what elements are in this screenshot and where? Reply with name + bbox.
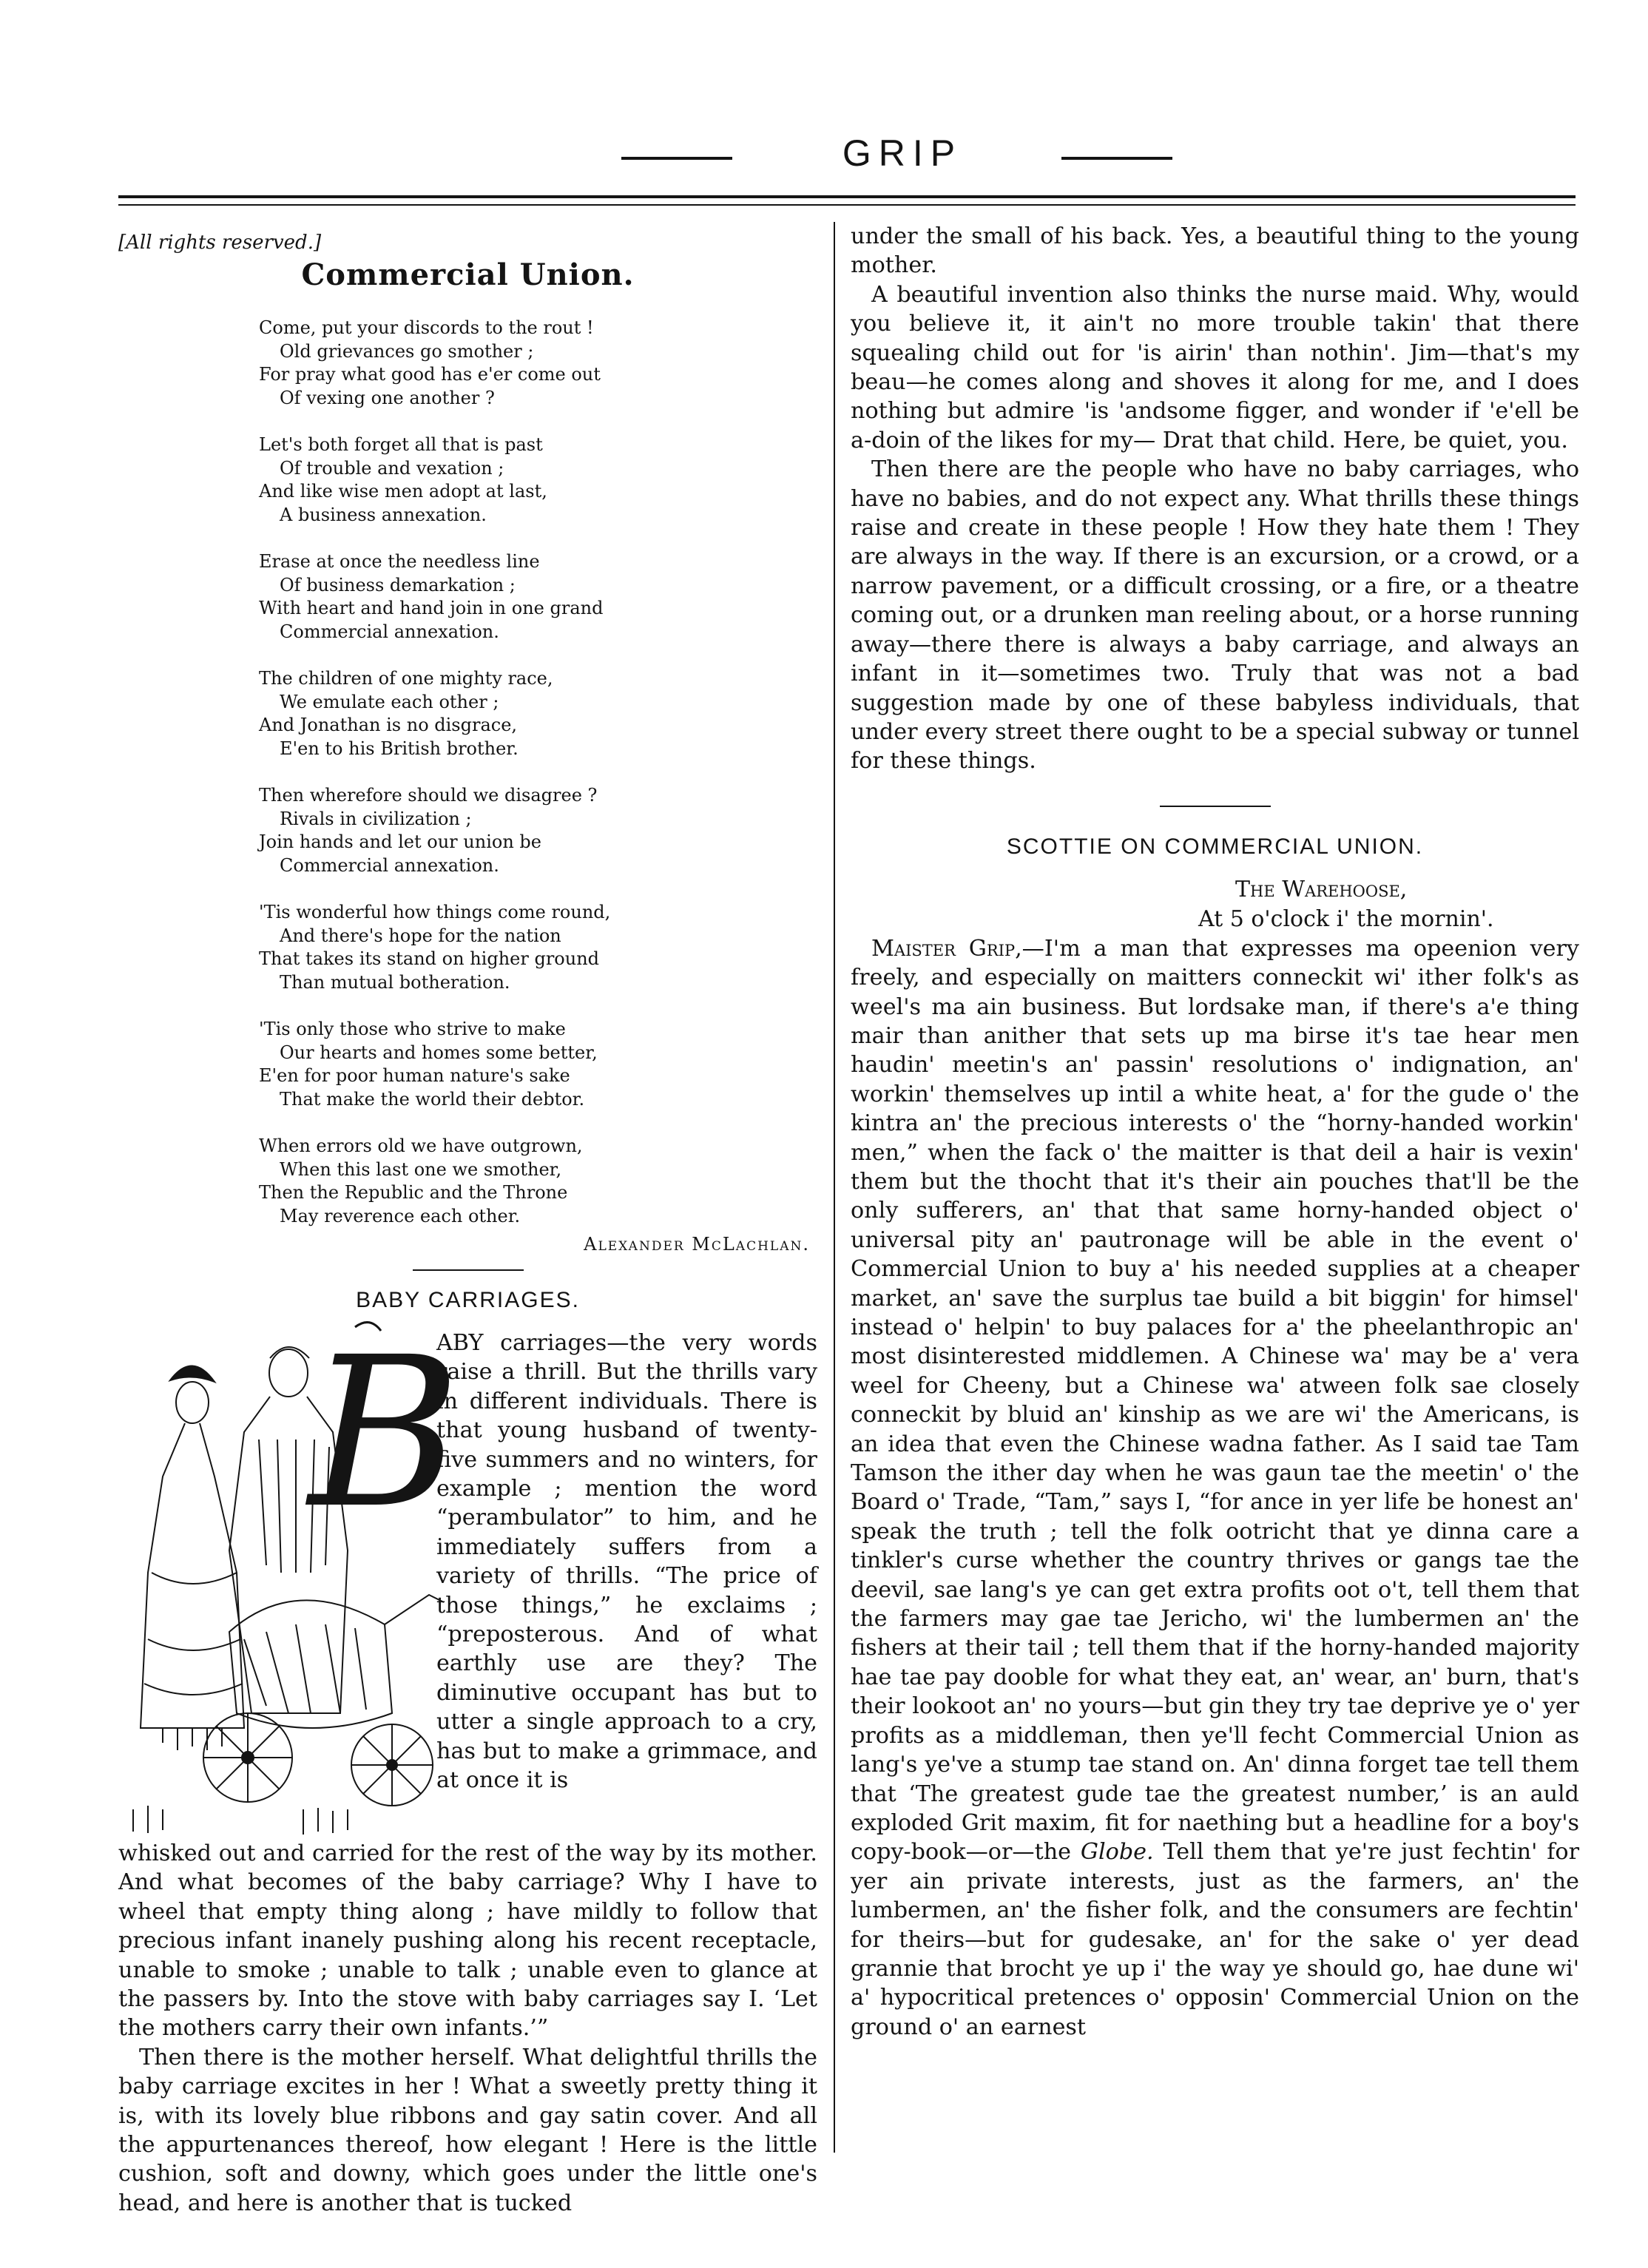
poem-line: Than mutual botheration. <box>280 971 510 993</box>
poem-line: That make the world their debtor. <box>280 1088 585 1110</box>
article-paragraph: ABY carriages—the very words raise a thrill. But the thrills vary in different individuals. There is that young husband of twenty-five summers and no winters, for example ; mention the word “perambulator” to him, and he immediately suffers from a variety of thrills. “The price of those things,” he exclaims ; “preposterous. And of what earthly use are they? The diminutive occupant has but to utter a single approach to a cry, has but to make a grimmace, and at once it is <box>436 1330 817 1794</box>
section-divider <box>1160 806 1271 807</box>
masthead-right-ornament <box>1061 157 1172 160</box>
baby-carriages-intro <box>118 1313 817 1839</box>
poem-stanza <box>259 550 817 644</box>
poem-line: Then wherefore should we disagree ? <box>259 785 598 806</box>
letter-text: Tell them that ye're just fechtin' for yer ain private interests, just as the farmers, an' the lumbermen, an' the fisher folk, and the consumers are fechtin' for theirs—but for gudesake, an' for the sake o' yer dead grannie that brocht ye up i' the way ye should go, hae dune wi' a' hypocritical pretences o' opposin' Commercial Union on the ground o' an earnest <box>851 1839 1580 2040</box>
scottie-letter-body <box>851 934 1579 2042</box>
letter-text-italic: Globe. <box>1080 1839 1154 1866</box>
poem-line: When errors old we have outgrown, <box>259 1135 583 1156</box>
poem-author: Alexander McLachlan. <box>584 1234 810 1255</box>
masthead <box>118 132 1576 183</box>
poem-stanza <box>259 901 817 994</box>
baby-carriages-continued <box>851 222 1579 776</box>
poem-stanza <box>259 317 817 410</box>
header-rule-thin <box>118 204 1576 206</box>
poem-line: E'en to his British brother. <box>280 738 519 759</box>
article-paragraph: Then there is the mother herself. What delightful thrills the baby carriage excites in her ! What a sweetly pretty thing it is, with its lovely blue ribbons and gay satin cover. And all the appurtenances thereof, how elegant ! Here is the little cushion, soft and downy, which goes under the little one's head, and here is another that is tucked <box>118 2044 817 2216</box>
poem-line: Then the Republic and the Throne <box>259 1182 568 1203</box>
poem-line: May reverence each other. <box>280 1205 521 1226</box>
poem-line: A business annexation. <box>280 504 487 525</box>
poem-line: For pray what good has e'er come out <box>259 364 601 385</box>
baby-carriages-body <box>118 1839 817 2218</box>
poem-title: Commercial Union. <box>301 257 635 292</box>
poem-line: We emulate each other ; <box>280 691 499 712</box>
article-paragraph: whisked out and carried for the rest of the way by its mother. And what becomes of the baby carriage? Why I have to wheel that empty thing along ; have mildly to follow that precious infant inanely pushing along his recent receptacle, unable to smoke ; unable to talk ; unable even to glance at the passers by. Into the stove with baby carriages say I. ‘Let the mothers carry their own infants.’” <box>118 1840 817 2042</box>
letter-salutation: Maister Grip, <box>871 935 1022 962</box>
poem-line: Of vexing one another ? <box>280 387 495 408</box>
poem-line: When this last one we smother, <box>280 1158 562 1180</box>
section-divider <box>413 1269 524 1271</box>
poem-line: 'Tis wonderful how things come round, <box>259 902 611 922</box>
masthead-title: GRIP <box>842 132 963 174</box>
masthead-left-ornament <box>621 157 732 160</box>
poem-stanza <box>259 433 817 527</box>
poem-line: Of business demarkation ; <box>280 574 516 595</box>
scottie-headline: SCOTTIE ON COMMERCIAL UNION. <box>1006 834 1424 859</box>
poem-stanza <box>259 1135 817 1228</box>
poem-line: Erase at once the needless line <box>259 551 540 572</box>
poem-line: Commercial annexation. <box>280 854 499 876</box>
article-paragraph: Then there are the people who have no baby carriages, who have no babies, and do not expect any. What thrills these things raise and create in these people ! How they hate them ! They are always in the way. If there is an excursion, or a crowd, or a narrow pavement, or a difficult crossing, or a fire, or a theatre coming out, or a drunken man reeling about, or a horse running away—there there is always a baby carriage, and always an infant in it—sometimes two. Truly that was not a bad suggestion made by one of these babyless individuals, that under every street there ought to be a special subway or tunnel for these things. <box>851 456 1579 774</box>
dropcap-letter: B <box>308 1313 461 1554</box>
poem-line: Commercial annexation. <box>280 621 499 642</box>
poem-line: Our hearts and homes some better, <box>280 1042 598 1063</box>
poem-line: Old grievances go smother ; <box>280 340 534 362</box>
poem-line: E'en for poor human nature's sake <box>259 1065 570 1086</box>
article-paragraph: under the small of his back. Yes, a beautiful thing to the young mother. <box>851 223 1579 279</box>
poem-line: And Jonathan is no disgrace, <box>259 715 518 735</box>
article-paragraph: A beautiful invention also thinks the nurse maid. Why, would you believe it, it ain't no more trouble takin' that there squealing child out for 'is airin' than nothin'. Jim—that's my beau—he comes along and shoves it along for me, and I does nothing but admire 'is 'andsome figger, and wonder if 'e'ell be a-doin of the likes for my— Drat that child. Here, be quiet, you. <box>851 281 1579 453</box>
letter-address-line: The Warehoose, <box>1235 876 1408 902</box>
poem-line: Rivals in civilization ; <box>280 808 472 829</box>
header-rule-thick <box>118 195 1576 198</box>
left-column <box>118 222 817 2216</box>
baby-carriages-headline: BABY CARRIAGES. <box>356 1288 580 1312</box>
right-column <box>851 222 1579 2160</box>
poem-line: Let's both forget all that is past <box>259 434 543 455</box>
letter-paragraph <box>851 934 1579 2042</box>
letter-text: —I'm a man that expresses ma opeenion very freely, and especially on maitters conneckit wi' ither folk's as weel's ma ain business. But lordsake man, if there's a'e thing mair than anither that sets up ma birse it's tae hear men haudin' meetin's an' passin' resolutions o' indignation, an' workin' themselves up intil a white heat, a' for the gude o' the kintra an' the precious interests o' the “horny-handed workin' men,” when the fack o' the maitter is that deil a hair is vexin' them but the thocht that it's their ain pouches that'll be the only sufferers, an' that that same horny-handed object o' universal pity an' pautronage will be able in the event o' Commercial Union to buy a' his needed supplies at a cheaper market, an' save the surplus tae build a bit biggin' for himsel' instead o' helpin' to buy palaces for a' the pheelanthropic an' most disinterested middlemen. A Chinese wa' may be a' vera weel for Cheeny, but a Chinese wa' atween folk sae closely conneckit by bluid an' kinship as we are wi' the Americans, is an idea that even the Chinese wadna father. As I said tae Tam Tamson the ither day when he was gaun tae the meetin' o' the Board o' Trade, “Tam,” says I, “for ance in yer life be honest an' speak the truth ; tell the folk ootricht that ye dinna care a tinkler's curse whether the country thrives or gangs tae the deevil, sae lang's ye can get extra profits oot o't, tell them that the farmers may gae tae Jericho, wi' the lumbermen an' the fishers at their tail ; tell them that if the horny-handed majority hae tae pay dooble for what they eat, an' wear, an' burn, that's their lookoot an' no yours—but gin they try tae deprive ye o' yer profits as a middleman, then ye'll fecht Commercial Union as lang's ye've a stump tae stand on. An' dinna forget tae tell them that ‘The greatest gude tae the greatest number,’ is an auld exploded Grit maxim, fit for naething but a headline for a boy's copy-book—or—the <box>851 935 1579 1866</box>
column-divider <box>834 222 835 2153</box>
poem-stanza <box>259 784 817 877</box>
poem <box>259 317 817 1228</box>
poem-line: And there's hope for the nation <box>280 925 561 946</box>
poem-line: Come, put your discords to the rout ! <box>259 317 594 338</box>
poem-stanza <box>259 667 817 760</box>
poem-stanza <box>259 1018 817 1111</box>
rights-notice: [All rights reserved.] <box>118 232 322 254</box>
dropcap-b <box>308 1313 461 1556</box>
poem-line: Join hands and let our union be <box>259 831 541 852</box>
baby-carriages-wrap-text <box>436 1329 817 1795</box>
poem-line: That takes its stand on higher ground <box>259 948 600 969</box>
poem-line: Of trouble and vexation ; <box>280 457 504 479</box>
poem-line: And like wise men adopt at last, <box>259 481 547 502</box>
poem-line: With heart and hand join in one grand <box>259 598 604 618</box>
poem-line: The children of one mighty race, <box>259 668 553 689</box>
letter-address-line: At 5 o'clock i' the mornin'. <box>1198 905 1494 932</box>
poem-line: 'Tis only those who strive to make <box>259 1019 566 1039</box>
